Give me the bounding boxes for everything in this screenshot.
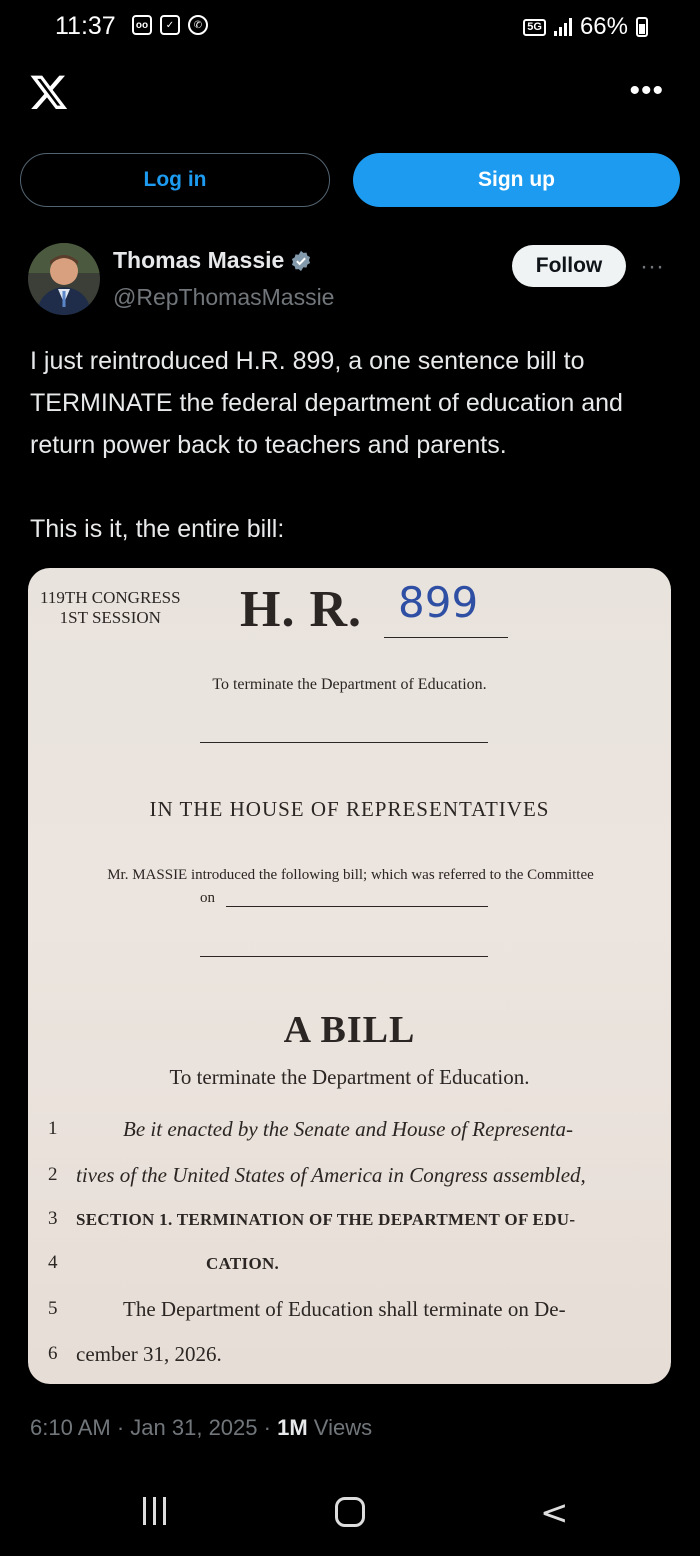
bill-congress-number: 119TH CONGRESS [40, 588, 181, 607]
login-button[interactable]: Log in [20, 153, 330, 207]
post-paragraph-2: This is it, the entire bill: [30, 515, 285, 543]
bill-session: 1ST SESSION [59, 608, 161, 627]
bill-divider-1 [200, 742, 488, 743]
bill-divider-2 [200, 956, 488, 957]
bill-line-number: 3 [48, 1208, 58, 1229]
bill-line-number: 1 [48, 1118, 58, 1139]
voicemail-icon: oo [132, 15, 152, 35]
signal-icon [554, 18, 572, 36]
bill-hr-number: 899 [398, 578, 479, 627]
home-icon[interactable] [335, 1497, 365, 1527]
whatsapp-icon: ✆ [188, 15, 208, 35]
checkbox-icon: ✓ [160, 15, 180, 35]
x-logo-icon[interactable] [28, 72, 70, 112]
bill-line-number: 2 [48, 1164, 58, 1185]
bill-number-underline [384, 637, 508, 638]
battery-percent: 66% [579, 13, 628, 40]
author-name[interactable] [113, 247, 312, 274]
post-meta [30, 1415, 372, 1441]
bill-line-text: CATION. [206, 1254, 280, 1273]
bill-line-number: 6 [48, 1343, 58, 1364]
post-text [30, 340, 680, 592]
author-handle[interactable]: @RepThomasMassie [113, 284, 335, 310]
more-options-icon[interactable]: ••• [629, 74, 664, 107]
bill-line-text: tives of the United States of America in Congress assembled, [76, 1163, 586, 1187]
verified-badge-icon [290, 250, 312, 272]
notification-icons [132, 15, 208, 35]
bill-image[interactable] [28, 568, 671, 1384]
meta-separator: · [116, 1415, 125, 1440]
bill-line-text: SECTION 1. TERMINATION OF THE DEPARTMENT OF EDU- [76, 1210, 576, 1229]
views-count: 1M [277, 1415, 308, 1440]
bill-line-number: 4 [48, 1252, 58, 1273]
back-icon[interactable]: < [540, 1493, 569, 1533]
follow-button[interactable]: Follow [512, 245, 626, 287]
bill-intro: Mr. MASSIE introduced the following bill; which was referred to the Committee [107, 867, 594, 883]
bill-hr: H. R. [240, 581, 362, 638]
bill-line-text: Be it enacted by the Senate and House of Representa- [123, 1117, 573, 1141]
avatar[interactable] [28, 243, 100, 315]
bill-title: A BILL [283, 1009, 416, 1051]
post-paragraph-1: I just reintroduced H.R. 899, a one sentence bill to TERMINATE the federal department of education and return power back to teachers and parents. [30, 347, 623, 459]
status-time: 11:37 [55, 12, 116, 40]
bill-on: on [200, 890, 215, 906]
bill-line-text: cember 31, 2026. [76, 1342, 222, 1366]
bill-committee-line [226, 906, 488, 907]
recent-apps-icon[interactable] [143, 1497, 166, 1525]
bill-house: IN THE HOUSE OF REPRESENTATIVES [149, 797, 550, 821]
battery-icon [636, 17, 648, 37]
post-date[interactable]: Jan 31, 2025 [130, 1415, 258, 1440]
bill-congress [40, 588, 181, 628]
author-name-text[interactable]: Thomas Massie [113, 247, 285, 273]
status-right [523, 13, 648, 41]
bill-purpose: To terminate the Department of Education. [212, 676, 487, 693]
signup-button[interactable]: Sign up [353, 153, 680, 207]
bill-line-text: The Department of Education shall terminate on De- [123, 1297, 566, 1321]
post-time[interactable]: 6:10 AM [30, 1415, 111, 1440]
bill-line-number: 5 [48, 1298, 58, 1319]
views-label: Views [313, 1415, 373, 1440]
meta-separator: · [263, 1415, 271, 1440]
network-icon: 5G [523, 19, 546, 36]
bill-subtitle: To terminate the Department of Education. [169, 1065, 530, 1089]
post-more-icon[interactable]: ··· [640, 253, 664, 280]
